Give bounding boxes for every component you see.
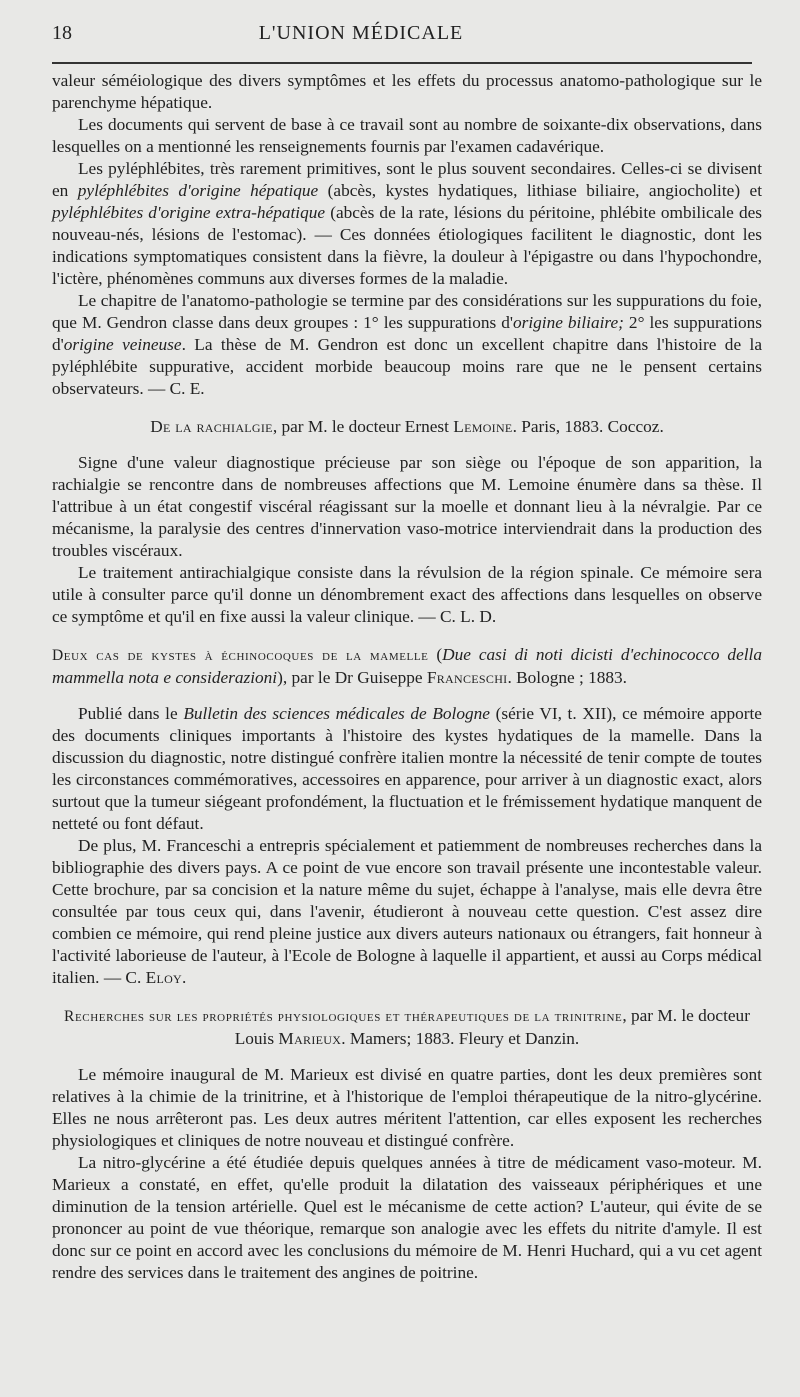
review-heading: Recherches sur les propriétés physiologiques et thérapeutiques de la trinitrine, par M. le docteur Louis Marieux. Mamers; 1883. Fleury et Danzin. (64, 1006, 750, 1048)
paragraph: La nitro-glycérine a été étudiée depuis quelques années à titre de médicament vaso-moteur. M. Marieux a constaté, en effet, qu'elle produit la dilatation des vaisseaux périphériques et une diminution de la tension artérielle. Quel est le mécanisme de cette action? L'auteur, qui évite de se prononcer au point de vue théorique, remarque son analogie avec les effets du nitrite d'amyle. Il est donc sur ce point en accord avec les conclusions du mémoire de M. Henri Huchard, qui a vu cet agent rendre des services dans le traitement des angines de poitrine. (52, 1153, 762, 1282)
review-heading: Deux cas de kystes à échinocoques de la mamelle (Due casi di noti dicisti d'echinococco della mammella nota e considerazioni), par le Dr Guiseppe Franceschi. Bologne ; 1883. (52, 645, 762, 687)
page-header (52, 22, 764, 48)
page-body (52, 70, 762, 1284)
paragraph: Les pyléphlébites, très rarement primitives, sont le plus souvent secondaires. Celles-ci se divisent en pyléphlébites d'origine hépatique (abcès, kystes hydatiques, lithiase biliaire, angiocholite) et pyléphlébites d'origine extra-hépatique (abcès de la rate, lésions du péritoine, phlébite ombilicale des nouveau-nés, lésions de l'estomac). — Ces données étiologiques facilitent le diagnostic, dont les indications symptomatiques consistent dans la fièvre, la douleur à l'épigastre ou dans l'hypochondre, l'ictère, phénomènes communs aux diverses formes de la maladie. (52, 159, 762, 288)
paragraph: Publié dans le Bulletin des sciences médicales de Bologne (série VI, t. XII), ce mémoire apporte des documents cliniques importants à l'histoire des kystes hydatiques de la mamelle. Dans la discussion du diagnostic, notre distingué confrère italien montre la nécessité de tenir compte de toutes les circonstances commémoratives, accessoires en apparence, pour arriver à un diagnostic exact, alors surtout que la tumeur siégeant profondément, la fluctuation et le frémissement hydatique manquent de netteté ou font défaut. (52, 704, 762, 833)
paragraph: Le traitement antirachialgique consiste dans la révulsion de la région spinale. Ce mémoire sera utile à consulter parce qu'il donne un dénombrement exact des affections dans lesquelles on observe ce symptôme et qu'il en fixe aussi la valeur clinique. — C. L. D. (52, 563, 762, 626)
review-heading: De la rachialgie, par M. le docteur Ernest Lemoine. Paris, 1883. Coccoz. (150, 417, 664, 436)
running-head: L'UNION MÉDICALE (258, 22, 464, 44)
header-rule (52, 62, 752, 64)
paragraph: Les documents qui servent de base à ce travail sont au nombre de soixante-dix observations, dans lesquelles on a mentionné les renseignements fournis par l'examen cadavérique. (52, 115, 762, 156)
paragraph: Le mémoire inaugural de M. Marieux est divisé en quatre parties, dont les deux premières sont relatives à la chimie de la trinitrine, et à l'historique de l'emploi thérapeutique de la nitro-glycérine. Elles ne nous arrêteront pas. Les deux autres méritent l'attention, car elles exposent les recherches physiologiques et cliniques de notre nouveau et distingué confrère. (52, 1065, 762, 1150)
paragraph: De plus, M. Franceschi a entrepris spécialement et patiemment de nombreuses recherches dans la bibliographie des divers pays. A ce point de vue encore son travail présente une incontestable valeur. Cette brochure, par sa concision et la nature même du sujet, échappe à l'analyse, mais elle devra être consultée par tous ceux qui, dans l'avenir, étudieront à nouveau cette question. C'est assez dire combien ce mémoire, qui rend pleine justice aux divers auteurs nationaux ou étrangers, fait honneur à l'activité laborieuse de l'auteur, à l'Ecole de Bologne à laquelle il appartient, et aussi au Corps médical italien. — C. Eloy. (52, 836, 762, 987)
paragraph: Le chapitre de l'anatomo-pathologie se termine par des considérations sur les suppurations du foie, que M. Gendron classe dans deux groupes : 1° les suppurations d'origine biliaire; 2° les suppurations d'origine veineuse. La thèse de M. Gendron est donc un excellent chapitre dans l'histoire de la pyléphlébite suppurative, accident morbide beaucoup moins rare que ne le pensent certains observateurs. — C. E. (52, 291, 762, 398)
page-number: 18 (52, 22, 72, 44)
paragraph: Signe d'une valeur diagnostique précieuse par son siège ou l'époque de son apparition, la rachialgie se rencontre dans de nombreuses affections que M. Lemoine énumère dans sa thèse. Il l'attribue à un état congestif viscéral réagissant sur la moelle et donnant lieu à la névralgie. Par ce mécanisme, la paralysie des centres d'innervation vaso-motrice interviendrait dans la production des troubles viscéraux. (52, 453, 762, 560)
paragraph: valeur séméiologique des divers symptômes et les effets du processus anatomo-pathologique sur le parenchyme hépatique. (52, 71, 762, 112)
